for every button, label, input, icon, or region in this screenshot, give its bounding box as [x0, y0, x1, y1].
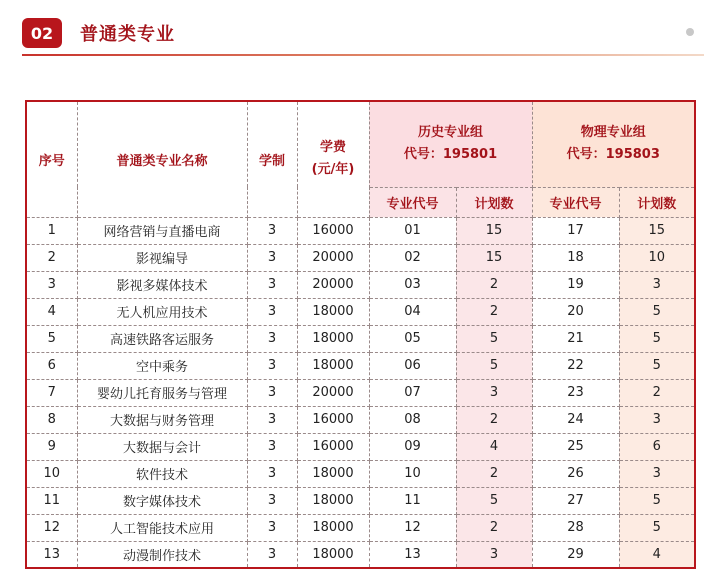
- physics-code-cell: 22: [532, 352, 619, 379]
- enrollment-plan-table: [25, 100, 696, 569]
- header-major-name: 普通类专业名称: [77, 101, 247, 217]
- seq-cell: 5: [26, 325, 77, 352]
- physics-count-cell: 3: [619, 406, 695, 433]
- history-code-cell: 04: [369, 298, 456, 325]
- tuition-cell: 18000: [297, 541, 369, 568]
- table-row: [26, 541, 695, 568]
- table-row: [26, 244, 695, 271]
- tuition-cell: 18000: [297, 460, 369, 487]
- tuition-cell: 18000: [297, 325, 369, 352]
- history-count-cell: 2: [456, 271, 532, 298]
- decorative-dot-icon: [686, 28, 694, 36]
- seq-cell: 3: [26, 271, 77, 298]
- physics-group-title: 物理专业组: [580, 125, 646, 141]
- duration-cell: 3: [247, 298, 297, 325]
- physics-group-code: 代号：195803: [566, 147, 660, 163]
- major-name-cell: 大数据与会计: [77, 433, 247, 460]
- physics-code-cell: 17: [532, 217, 619, 244]
- history-code-cell: 13: [369, 541, 456, 568]
- history-count-cell: 2: [456, 514, 532, 541]
- physics-code-cell: 20: [532, 298, 619, 325]
- history-count-cell: 2: [456, 298, 532, 325]
- history-code-cell: 09: [369, 433, 456, 460]
- major-name-cell: 婴幼儿托育服务与管理: [77, 379, 247, 406]
- history-code-cell: 11: [369, 487, 456, 514]
- physics-count-cell: 10: [619, 244, 695, 271]
- header-history-major-code: 专业代号: [369, 187, 456, 217]
- history-code-cell: 07: [369, 379, 456, 406]
- history-count-cell: 15: [456, 244, 532, 271]
- history-count-cell: 3: [456, 541, 532, 568]
- history-code-cell: 03: [369, 271, 456, 298]
- tuition-cell: 18000: [297, 487, 369, 514]
- header-physics-plan-count: 计划数: [619, 187, 695, 217]
- history-count-cell: 3: [456, 379, 532, 406]
- history-code-cell: 05: [369, 325, 456, 352]
- history-group-code: 代号：195801: [403, 147, 498, 163]
- tuition-cell: 18000: [297, 298, 369, 325]
- history-code-cell: 08: [369, 406, 456, 433]
- physics-count-cell: 5: [619, 325, 695, 352]
- table-row: [26, 460, 695, 487]
- header-physics-group: [532, 101, 695, 187]
- major-name-cell: 数字媒体技术: [77, 487, 247, 514]
- header-tuition-label: 学费: [319, 140, 346, 156]
- duration-cell: 3: [247, 352, 297, 379]
- major-name-cell: 高速铁路客运服务: [77, 325, 247, 352]
- physics-code-cell: 25: [532, 433, 619, 460]
- tuition-cell: 16000: [297, 217, 369, 244]
- seq-cell: 11: [26, 487, 77, 514]
- major-name-cell: 无人机应用技术: [77, 298, 247, 325]
- header-tuition-unit: (元/年): [311, 162, 355, 178]
- tuition-cell: 16000: [297, 406, 369, 433]
- seq-cell: 7: [26, 379, 77, 406]
- history-count-cell: 5: [456, 487, 532, 514]
- history-code-cell: 06: [369, 352, 456, 379]
- major-name-cell: 人工智能技术应用: [77, 514, 247, 541]
- table-row: [26, 433, 695, 460]
- physics-code-cell: 23: [532, 379, 619, 406]
- header-tuition: [297, 101, 369, 217]
- physics-count-cell: 5: [619, 298, 695, 325]
- tuition-cell: 18000: [297, 352, 369, 379]
- table-row: [26, 217, 695, 244]
- duration-cell: 3: [247, 271, 297, 298]
- duration-cell: 3: [247, 460, 297, 487]
- header-history-plan-count: 计划数: [456, 187, 532, 217]
- physics-count-cell: 3: [619, 460, 695, 487]
- major-name-cell: 软件技术: [77, 460, 247, 487]
- table-row: [26, 514, 695, 541]
- physics-code-cell: 18: [532, 244, 619, 271]
- history-group-title: 历史专业组: [417, 125, 483, 141]
- table-row: [26, 487, 695, 514]
- table-row: [26, 271, 695, 298]
- duration-cell: 3: [247, 244, 297, 271]
- table-row: [26, 352, 695, 379]
- seq-cell: 12: [26, 514, 77, 541]
- seq-cell: 1: [26, 217, 77, 244]
- history-count-cell: 2: [456, 460, 532, 487]
- seq-cell: 2: [26, 244, 77, 271]
- major-name-cell: 网络营销与直播电商: [77, 217, 247, 244]
- physics-count-cell: 5: [619, 352, 695, 379]
- seq-cell: 6: [26, 352, 77, 379]
- header-physics-major-code: 专业代号: [532, 187, 619, 217]
- seq-cell: 9: [26, 433, 77, 460]
- duration-cell: 3: [247, 433, 297, 460]
- duration-cell: 3: [247, 487, 297, 514]
- physics-count-cell: 4: [619, 541, 695, 568]
- duration-cell: 3: [247, 541, 297, 568]
- history-count-cell: 4: [456, 433, 532, 460]
- section-number-badge: 02: [22, 18, 62, 48]
- seq-cell: 8: [26, 406, 77, 433]
- seq-cell: 10: [26, 460, 77, 487]
- history-count-cell: 2: [456, 406, 532, 433]
- physics-code-cell: 27: [532, 487, 619, 514]
- seq-cell: 4: [26, 298, 77, 325]
- table-row: [26, 298, 695, 325]
- section-title: 普通类专业: [80, 24, 175, 45]
- duration-cell: 3: [247, 325, 297, 352]
- tuition-cell: 20000: [297, 379, 369, 406]
- history-count-cell: 15: [456, 217, 532, 244]
- header-seq: 序号: [26, 101, 77, 217]
- physics-count-cell: 2: [619, 379, 695, 406]
- physics-count-cell: 15: [619, 217, 695, 244]
- major-name-cell: 影视编导: [77, 244, 247, 271]
- major-name-cell: 大数据与财务管理: [77, 406, 247, 433]
- history-count-cell: 5: [456, 325, 532, 352]
- header-duration: 学制: [247, 101, 297, 217]
- duration-cell: 3: [247, 217, 297, 244]
- physics-code-cell: 19: [532, 271, 619, 298]
- physics-code-cell: 21: [532, 325, 619, 352]
- tuition-cell: 20000: [297, 271, 369, 298]
- table-body: [26, 217, 695, 568]
- history-code-cell: 12: [369, 514, 456, 541]
- duration-cell: 3: [247, 514, 297, 541]
- table-row: [26, 379, 695, 406]
- major-name-cell: 动漫制作技术: [77, 541, 247, 568]
- header-history-group: [369, 101, 532, 187]
- table-row: [26, 406, 695, 433]
- physics-code-cell: 24: [532, 406, 619, 433]
- tuition-cell: 16000: [297, 433, 369, 460]
- physics-code-cell: 26: [532, 460, 619, 487]
- duration-cell: 3: [247, 406, 297, 433]
- major-name-cell: 影视多媒体技术: [77, 271, 247, 298]
- duration-cell: 3: [247, 379, 297, 406]
- physics-count-cell: 6: [619, 433, 695, 460]
- physics-count-cell: 5: [619, 514, 695, 541]
- header-divider: [22, 54, 704, 56]
- physics-count-cell: 5: [619, 487, 695, 514]
- history-code-cell: 10: [369, 460, 456, 487]
- history-code-cell: 02: [369, 244, 456, 271]
- physics-code-cell: 29: [532, 541, 619, 568]
- physics-count-cell: 3: [619, 271, 695, 298]
- section-header: [22, 18, 175, 48]
- tuition-cell: 20000: [297, 244, 369, 271]
- major-name-cell: 空中乘务: [77, 352, 247, 379]
- history-code-cell: 01: [369, 217, 456, 244]
- seq-cell: 13: [26, 541, 77, 568]
- physics-code-cell: 28: [532, 514, 619, 541]
- history-count-cell: 5: [456, 352, 532, 379]
- tuition-cell: 18000: [297, 514, 369, 541]
- table-row: [26, 325, 695, 352]
